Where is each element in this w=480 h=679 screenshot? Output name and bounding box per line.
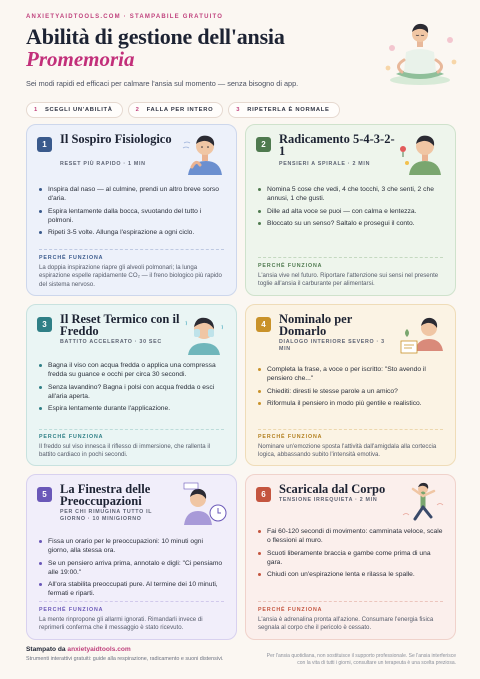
writing-person-icon: [397, 311, 447, 355]
card-nominalo: [245, 304, 456, 466]
list-item: Fissa un orario per le preoccupazioni: 10 minuti ogni giorno, alla stessa ora.: [39, 537, 224, 555]
divider: [258, 601, 443, 602]
why-heading: PERCHÉ FUNZIONA: [39, 607, 104, 613]
list-item: Scuoti liberamente braccia e gambe come prima di una gara.: [258, 549, 443, 567]
step-pill-3: 3 RIPETERLA È NORMALE: [228, 102, 339, 118]
list-item: Nomina 5 cose che vedi, 4 che tocchi, 3 che senti, 2 che annusi, 1 che gusti.: [258, 185, 443, 203]
page-subtitle: Promemoria: [26, 47, 135, 71]
card-subtitle: PENSIERI A SPIRALE · 2 MIN: [279, 161, 371, 167]
list-item: Riformula il pensiero in modo più gentile e realistico.: [258, 399, 443, 408]
card-sospiro: [26, 124, 237, 296]
why-text: La doppia inspirazione riapre gli alveoli polmonari; la lunga espirazione espelle rapidamente CO₂ — il freno biologico più rapido del sistema nervoso.: [39, 264, 222, 288]
card-bullets: [39, 361, 224, 417]
why-heading: PERCHÉ FUNZIONA: [39, 255, 104, 261]
jumping-person-icon: [397, 481, 447, 525]
steps-row: [26, 102, 340, 118]
step-pill-2: 2 FALLA PER INTERO: [128, 102, 224, 118]
list-item: Espira lentamente durante l'applicazione.: [39, 404, 224, 413]
list-item: Ripeti 3-5 volte. Allunga l'espirazione a ogni ciclo.: [39, 228, 224, 237]
clock-person-icon: [178, 481, 228, 525]
divider: [39, 429, 224, 430]
card-bullets: [258, 527, 443, 583]
list-item: Chiudi con un'espirazione lenta e rilassa le spalle.: [258, 570, 443, 579]
footer-stamp: Stampato da anxietyaidtools.com: [26, 646, 131, 653]
card-number: 5: [37, 487, 52, 502]
grounding-person-icon: [397, 131, 447, 175]
header: [26, 14, 356, 88]
why-text: Il freddo sul viso innesca il riflesso di immersione, che rallenta il battito cardiaco in pochi secondi.: [39, 443, 211, 459]
lead-text: Sei modi rapidi ed efficaci per calmare l'ansia sul momento — senza bisogno di app.: [26, 79, 299, 88]
card-number: 3: [37, 317, 52, 332]
divider: [39, 249, 224, 250]
card-bullets: [258, 185, 443, 232]
breathing-person-icon: [178, 131, 228, 175]
card-bullets: [39, 185, 224, 241]
list-item: Inspira dal naso — al culmine, prendi un altro breve sorso d'aria.: [39, 185, 224, 203]
card-title: La Finestra delle Preoccupazioni: [60, 482, 151, 508]
card-number: 1: [37, 137, 52, 152]
why-text: La mente rinpropone gli allarmi ignorati. Rimandarli invece di reprimerli conferma che il messaggio è stato ricevuto.: [39, 616, 203, 632]
card-radicamento: [245, 124, 456, 296]
card-number: 4: [256, 317, 271, 332]
card-title: Scaricala dal Corpo: [279, 482, 386, 496]
footer-tools: Strumenti interattivi gratuiti: guide alla respirazione, radicamento e suoni distensivi.: [26, 656, 224, 662]
list-item: Senza lavandino? Bagna i polsi con acqua fredda o esci all'aria aperta.: [39, 383, 224, 401]
card-title: Radicamento 5-4-3-2-1: [279, 132, 395, 158]
card-subtitle: TENSIONE IRREQUIETA · 2 MIN: [279, 497, 378, 503]
footer-disclaimer: Per l'ansia quotidiana, non sostituisce il supporto professionale. Se l'ansia interferisce con la vita di tutti i giorni, consultare un terapeuta è una scelta preziosa.: [266, 653, 456, 666]
divider: [258, 257, 443, 258]
why-text: L'ansia vive nel futuro. Riportare l'attenzione sui sensi nel presente toglie all'ansia il carburante per alimentarsi.: [258, 272, 439, 288]
card-reset-termico: [26, 304, 237, 466]
list-item: Dille ad alta voce se puoi — con calma e lentezza.: [258, 207, 443, 216]
why-heading: PERCHÉ FUNZIONA: [258, 607, 323, 613]
why-text: L'ansia è adrenalina pronta all'azione. Consumare l'energia fisica segnala al corpo che il pericolo è cessato.: [258, 616, 434, 632]
why-text: Nominare un'emozione sposta l'attività dall'amigdala alla corteccia logica, abbassando subito l'intensità emotiva.: [258, 443, 437, 459]
list-item: Completa la frase, a voce o per iscritto: "Sto avendo il pensiero che...": [258, 365, 443, 383]
card-subtitle: DIALOGO INTERIORE SEVERO · 3 MIN: [279, 339, 385, 352]
step-pill-1: 1 SCEGLI UN'ABILITÀ: [26, 102, 123, 118]
card-subtitle: BATTITO ACCELERATO · 30 SEC: [60, 339, 162, 345]
why-heading: PERCHÉ FUNZIONA: [258, 434, 323, 440]
card-subtitle: RESET PIÙ RAPIDO · 1 MIN: [60, 161, 146, 167]
why-heading: PERCHÉ FUNZIONA: [258, 263, 323, 269]
card-title: Il Reset Termico con il Freddo: [60, 312, 180, 338]
brand-line[interactable]: ANXIETYAIDTOOLS.COM · STAMPABILE GRATUITO: [26, 14, 224, 20]
list-item: Chiediti: diresti le stesse parole a un amico?: [258, 387, 443, 396]
divider: [39, 601, 224, 602]
card-bullets: [39, 537, 224, 602]
meditation-illustration-icon: [380, 10, 460, 90]
footer-left: [26, 646, 226, 663]
list-item: Bagna il viso con acqua fredda o applica una compressa fredda su guance e occhi per circa 30 secondi.: [39, 361, 224, 379]
card-finestra: [26, 474, 237, 640]
why-heading: PERCHÉ FUNZIONA: [39, 434, 104, 440]
card-bullets: [258, 365, 443, 412]
divider: [258, 429, 443, 430]
list-item: Bloccato su un senso? Saltalo e prosegui il conto.: [258, 219, 443, 228]
list-item: Se un pensiero arriva prima, annotalo e digli: "Ci pensiamo alle 19:00.": [39, 559, 224, 577]
list-item: Fai 60-120 secondi di movimento: camminata veloce, scale o flessioni al muro.: [258, 527, 443, 545]
page-title: Abilità di gestione dell'ansia: [26, 24, 285, 49]
card-title: Il Sospiro Fisiologico: [60, 132, 172, 146]
footer-link[interactable]: anxietyaidtools.com: [67, 646, 131, 653]
list-item: Espira lentamente dalla bocca, svuotando del tutto i polmoni.: [39, 207, 224, 225]
card-scaricala: [245, 474, 456, 640]
card-number: 6: [256, 487, 271, 502]
card-title: Nominalo per Domarlo: [279, 312, 353, 338]
card-subtitle: PER CHI RIMUGINA TUTTO IL GIORNO · 10 MIN/GIORNO: [60, 509, 153, 522]
cold-water-person-icon: [178, 311, 228, 355]
card-number: 2: [256, 137, 271, 152]
list-item: All'ora stabilita preoccupati pure. Al termine dei 10 minuti, fermati e riparti.: [39, 580, 224, 598]
